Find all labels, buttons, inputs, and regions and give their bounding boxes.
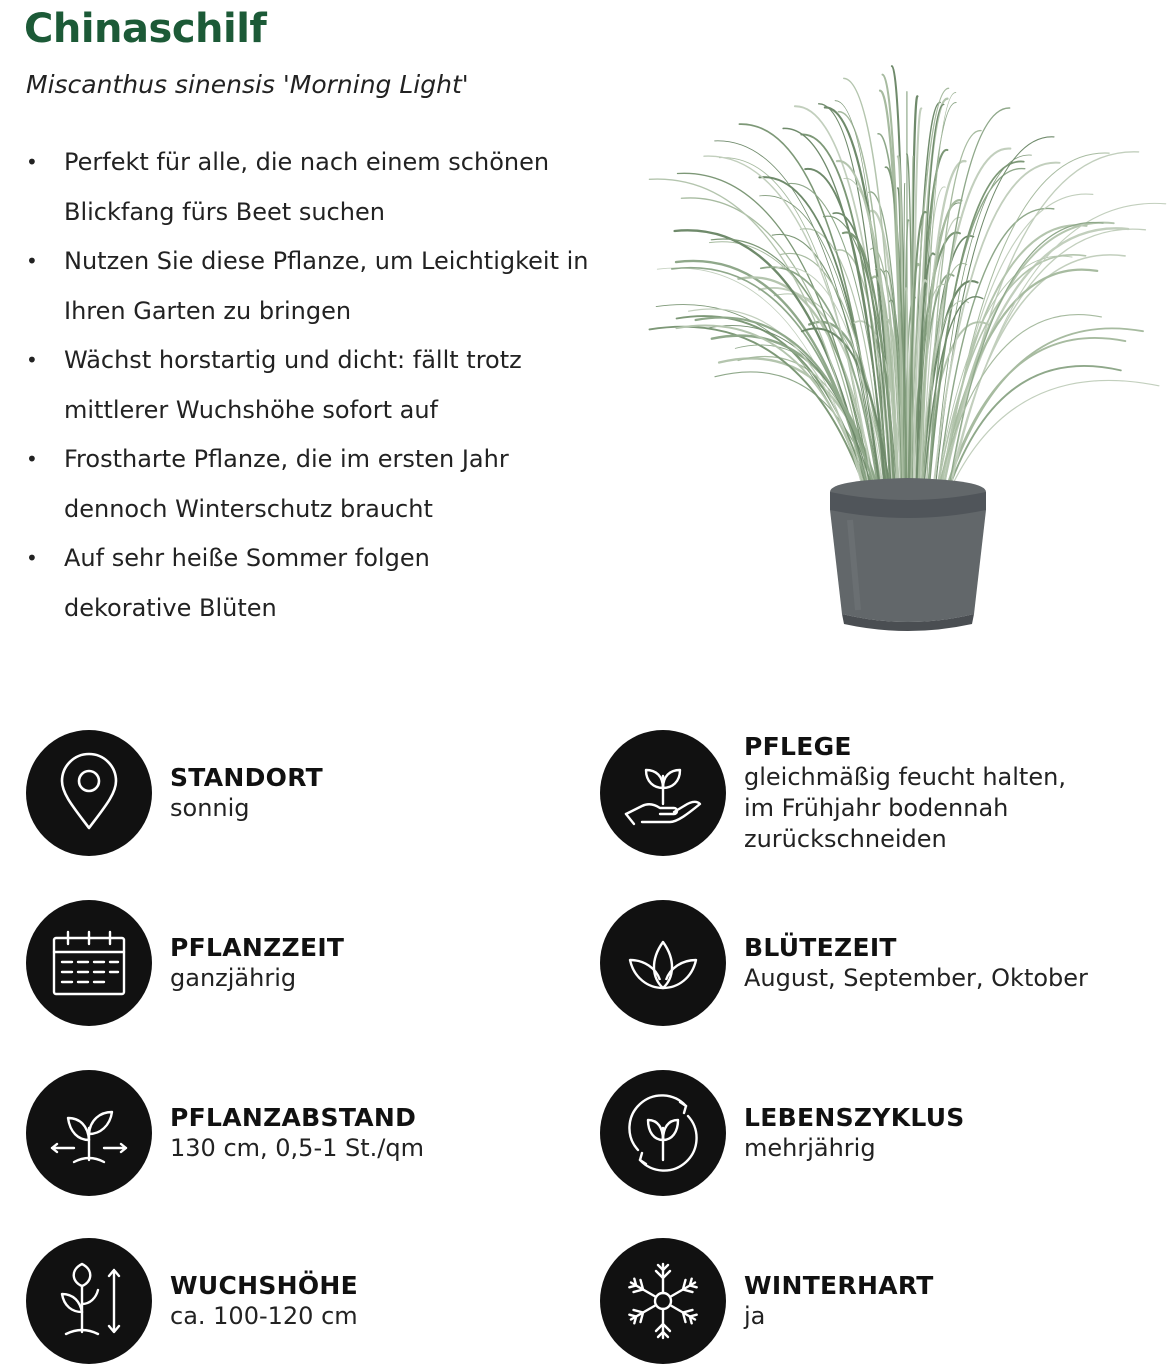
- feature-wuchshoehe: [26, 1238, 358, 1364]
- bullet-line: dennoch Winterschutz braucht: [64, 494, 433, 523]
- grass-blade: [672, 268, 868, 490]
- feature-value-line: gleichmäßig feucht halten,: [744, 763, 1066, 791]
- feature-label: BLÜTEZEIT: [744, 933, 897, 962]
- feature-pflege: [600, 730, 1066, 856]
- bullet-dot: •: [26, 249, 38, 273]
- feature-pflanzzeit: [26, 900, 344, 1026]
- grass-blade: [696, 318, 875, 490]
- feature-lebenszyklus: [600, 1070, 965, 1196]
- feature-bullet-list: [26, 138, 606, 633]
- feature-label: PFLANZZEIT: [170, 933, 345, 962]
- bullet-line: dekorative Blüten: [64, 593, 277, 622]
- location-pin-icon: [26, 730, 152, 856]
- bullet-dot: •: [26, 546, 38, 570]
- bullet-line: Perfekt für alle, die nach einem schönen: [64, 148, 550, 176]
- feature-value: sonnig: [170, 794, 250, 822]
- product-title: Chinaschilf: [24, 6, 267, 52]
- grass-blade: [946, 338, 1126, 490]
- bullet-dot: •: [26, 150, 38, 174]
- feature-label: PFLEGE: [744, 732, 852, 761]
- bullet-line: Nutzen Sie diese Pflanze, um Leichtigkeit in: [64, 247, 589, 275]
- plant-spacing-icon: [26, 1070, 152, 1196]
- cycle-plant-icon: [600, 1070, 726, 1196]
- lotus-flower-icon: [600, 900, 726, 1026]
- bullet-dot: •: [26, 348, 38, 372]
- bullet-item: [26, 237, 606, 336]
- bullet-line: Auf sehr heiße Sommer folgen: [64, 544, 430, 572]
- feature-value: ja: [744, 1302, 766, 1330]
- bullet-item: [26, 138, 606, 237]
- feature-label: STANDORT: [170, 763, 323, 792]
- bullet-dot: •: [26, 447, 38, 471]
- bullet-line: Blickfang fürs Beet suchen: [64, 197, 385, 226]
- bullet-item: [26, 336, 606, 435]
- grass-blade: [948, 366, 1120, 490]
- grass-blade: [946, 328, 1143, 490]
- bullet-line: Ihren Garten zu bringen: [64, 296, 352, 325]
- feature-standort: [26, 730, 323, 856]
- feature-value: ca. 100-120 cm: [170, 1302, 358, 1330]
- feature-winterhart: [600, 1238, 934, 1364]
- grass-blade: [650, 327, 866, 490]
- plant-photo: [640, 40, 1170, 640]
- feature-label: WUCHSHÖHE: [170, 1271, 359, 1300]
- feature-value: mehrjährig: [744, 1134, 876, 1162]
- feature-value: ganzjährig: [170, 964, 297, 992]
- feature-value-line: im Frühjahr bodennah: [744, 794, 1009, 822]
- grass-blade: [950, 380, 1159, 490]
- botanical-name: Miscanthus sinensis 'Morning Light': [26, 70, 469, 99]
- feature-bluetezeit: [600, 900, 1088, 1026]
- feature-label: LEBENSZYKLUS: [744, 1103, 965, 1132]
- plant-height-icon: [26, 1238, 152, 1364]
- feature-label: PFLANZABSTAND: [170, 1103, 417, 1132]
- bullet-line: Frostharte Pflanze, die im ersten Jahr: [64, 445, 509, 473]
- hand-seedling-icon: [600, 730, 726, 856]
- bullet-item: [26, 435, 606, 534]
- feature-pflanzabstand: [26, 1070, 424, 1196]
- bullet-line: mittlerer Wuchshöhe sofort auf: [64, 395, 438, 424]
- grass-blade: [941, 225, 1087, 490]
- snowflake-icon: [600, 1238, 726, 1364]
- feature-value: 130 cm, 0,5-1 St./qm: [170, 1134, 424, 1162]
- bullet-item: [26, 534, 606, 633]
- feature-value-line: zurückschneiden: [744, 825, 947, 853]
- calendar-icon: [26, 900, 152, 1026]
- bullet-line: Wächst horstartig und dicht: fällt trotz: [64, 346, 522, 374]
- feature-value: August, September, Oktober: [744, 964, 1088, 992]
- feature-label: WINTERHART: [744, 1271, 934, 1300]
